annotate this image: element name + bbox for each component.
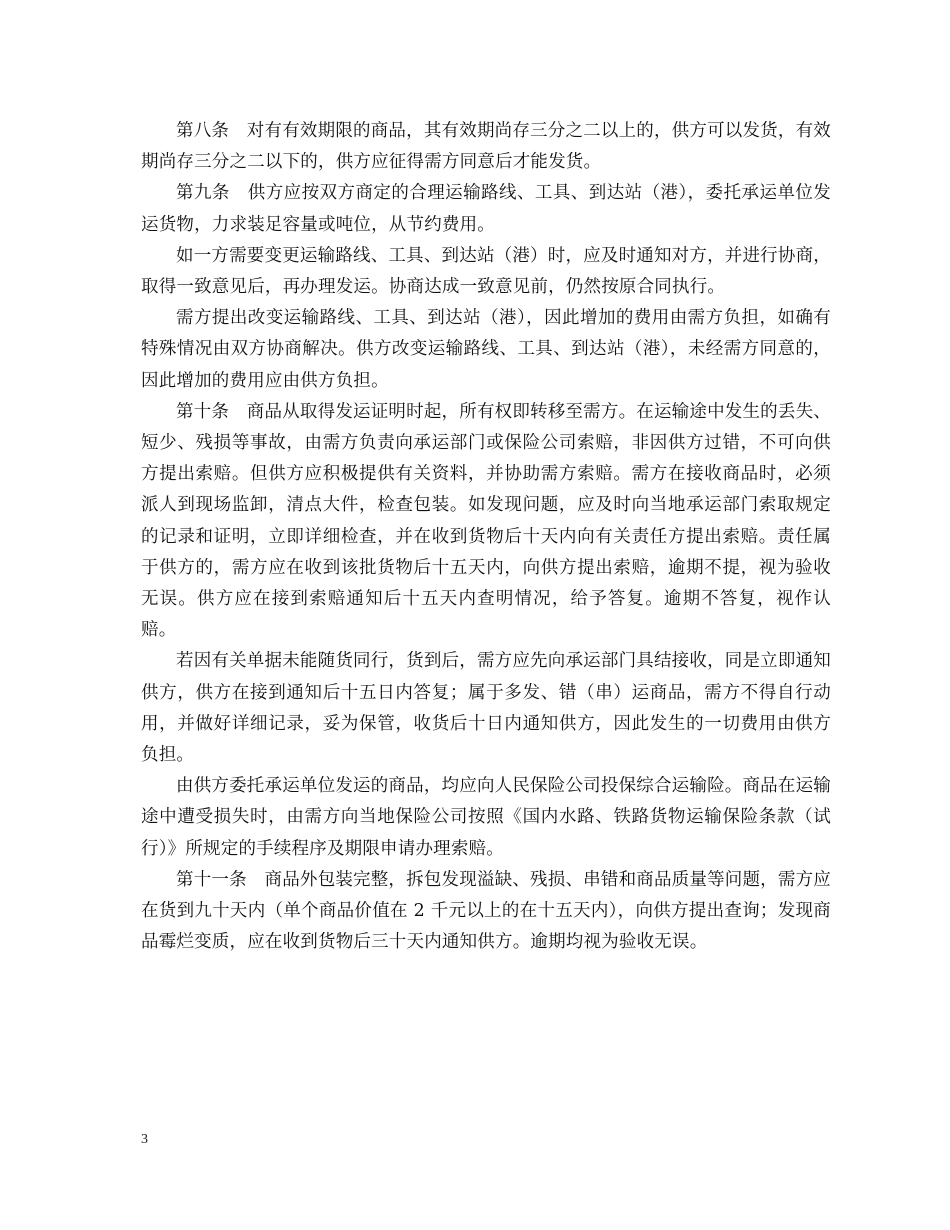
- paragraph-insurance: 由供方委托承运单位发运的商品，均应向人民保险公司投保综合运输险。商品在运输途中遭受损失时，由需方向当地保险公司按照《国内水路、铁路货物运输保险条款（试行）》所规定的手续程序及期限申请办理索赔。: [141, 776, 831, 859]
- paragraph-route-cost: 需方提出改变运输路线、工具、到达站（港），因此增加的费用由需方负担，如确有特殊情况由双方协商解决。供方改变运输路线、工具、到达站（港），未经需方同意的，因此增加的费用应由供方负担。: [141, 308, 831, 391]
- paragraph-article-9: 第九条 供方应按双方商定的合理运输路线、工具、到达站（港），委托承运单位发运货物，力求装足容量或吨位，从节约费用。: [141, 183, 831, 235]
- page-number: 3: [141, 1132, 148, 1147]
- document-body: [141, 116, 831, 958]
- paragraph-missing-documents: 若因有关单据未能随货同行，货到后，需方应先向承运部门具结接收，同是立即通知供方，供方在接到通知后十五日内答复；属于多发、错（串）运商品，需方不得自行动用，并做好详细记录，妥为保管，收货后十日内通知供方，因此发生的一切费用由供方负担。: [141, 651, 831, 766]
- paragraph-article-11: 第十一条 商品外包装完整，拆包发现溢缺、残损、串错和商品质量等问题，需方应在货到九十天内（单个商品价值在 2 千元以上的在十五天内），向供方提出查询；发现商品霉烂变质，应在收到货物后三十天内通知供方。逾期均视为验收无误。: [141, 869, 831, 953]
- paragraph-article-8: 第八条 对有有效期限的商品，其有效期尚存三分之二以上的，供方可以发货，有效期尚存三分之二以下的，供方应征得需方同意后才能发货。: [141, 121, 831, 173]
- paragraph-article-10: 第十条 商品从取得发运证明时起，所有权即转移至需方。在运输途中发生的丢失、短少、残损等事故，由需方负责向承运部门或保险公司索赔，非因供方过错，不可向供方提出索赔。但供方应积极提供有关资料，并协助需方索赔。需方在接收商品时，必须派人到现场监卸，清点大件，检查包装。如发现问题，应及时向当地承运部门索取规定的记录和证明，立即详细检查，并在收到货物后十天内向有关责任方提出索赔。责任属于供方的，需方应在收到该批货物后十五天内，向供方提出索赔，逾期不提，视为验收无误。供方应在接到索赔通知后十五天内查明情况，给予答复。逾期不答复，视作认赔。: [141, 401, 831, 641]
- paragraph-route-change: 如一方需要变更运输路线、工具、到达站（港）时，应及时通知对方，并进行协商，取得一致意见后，再办理发运。协商达成一致意见前，仍然按原合同执行。: [141, 245, 831, 298]
